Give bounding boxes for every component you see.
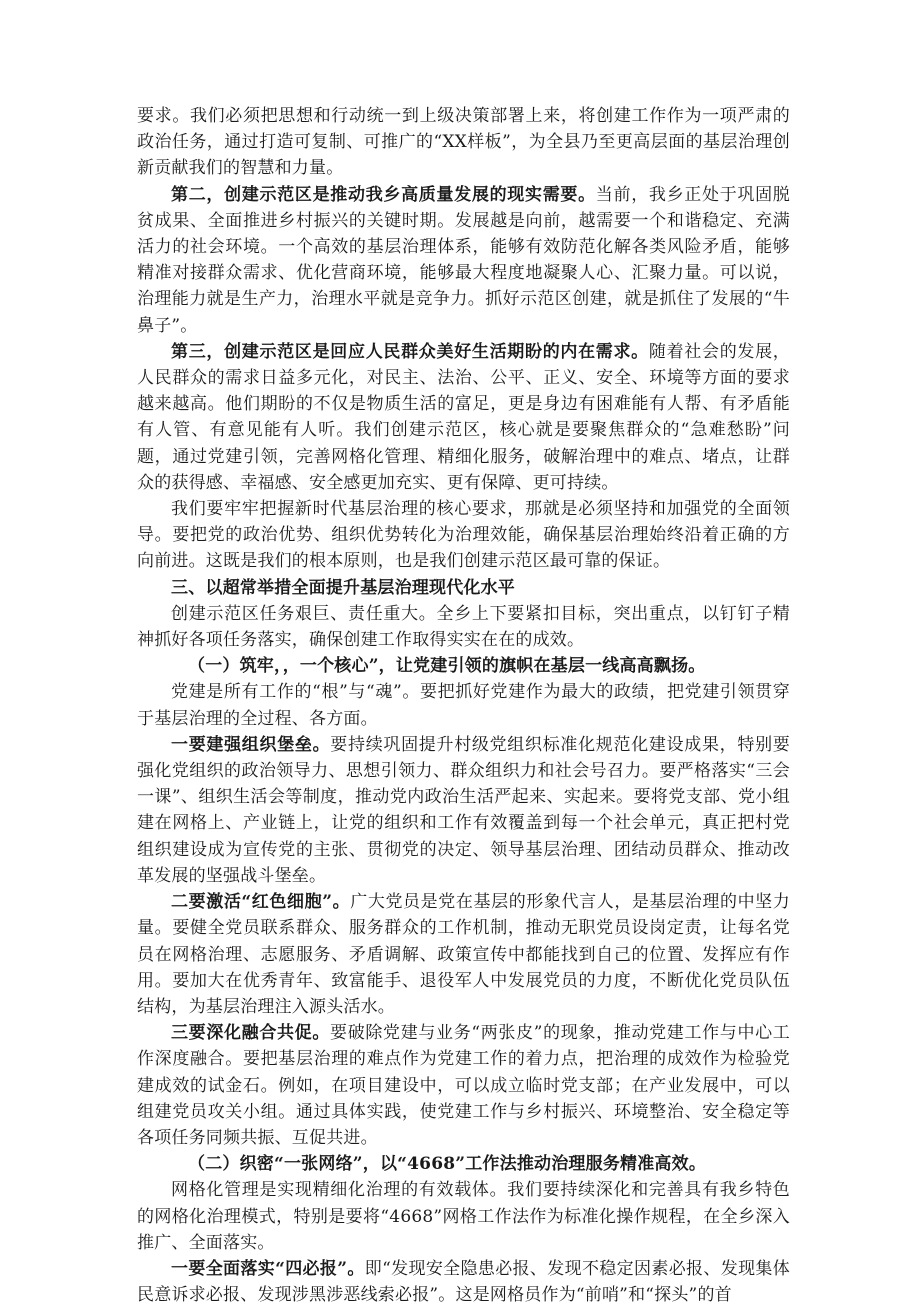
paragraph bbox=[137, 496, 790, 575]
paragraph-text: 党建是所有工作的“根”与“魂”。要把抓好党建作为最大的政绩，把党建引领贯穿于基层治理的全过程、各方面。 bbox=[137, 682, 790, 729]
paragraph bbox=[137, 103, 790, 182]
paragraph bbox=[137, 601, 790, 653]
subsection-heading-text: （二）织密“一张网络”，以“4668”工作法推动治理服务精准高效。 bbox=[188, 1154, 707, 1175]
paragraph-text: 网格化管理是实现精细化治理的有效载体。我们要持续深化和完善具有我乡特色的网格化治理模式，特别是要将“4668”网格工作法作为标准化操作规程，在全乡深入推广、全面落实。 bbox=[137, 1180, 790, 1253]
paragraph-lead: 二要激活“红色细胞”。 bbox=[171, 892, 351, 913]
paragraph bbox=[137, 339, 790, 496]
paragraph-text: 随着社会的发展，人民群众的需求日益多元化，对民主、法治、公平、正义、安全、环境等方面的要求越来越高。他们期盼的不仅是物质生活的富足，更是身边有困难能有人帮、有矛盾能有人管、有意见能有人听。我们创建示范区，核心就是要聚焦群众的“急难愁盼”问题，通过党建引领，完善网格化管理、精细化服务，破解治理中的难点、堵点，让群众的获得感、幸福感、安全感更加充实、更有保障、更可持续。 bbox=[137, 341, 790, 493]
paragraph bbox=[137, 889, 790, 1020]
paragraph-lead: 第二，创建示范区是推动我乡高质量发展的现实需要。 bbox=[171, 184, 596, 205]
paragraph bbox=[137, 1020, 790, 1151]
paragraph-text: 要持续巩固提升村级党组织标准化规范化建设成果，特别要强化党组织的政治领导力、思想引领力、群众组织力和社会号召力。要严格落实“三会一课”、组织生活会等制度，推动党内政治生活严起来、实起来。要将党支部、党小组建在网格上、产业链上，让党的组织和工作有效覆盖到每一个社会单元，真正把村党组织建设成为宣传党的主张、贯彻党的决定、领导基层治理、团结动员群众、推动改革发展的坚强战斗堡垒。 bbox=[137, 734, 790, 886]
subsection-heading-text: （一）筑牢，，一个核心”，让党建引领的旗帜在基层一线高高飘扬。 bbox=[188, 656, 706, 677]
paragraph-lead: 一要建强组织堡垒。 bbox=[171, 734, 331, 755]
paragraph-text: 当前，我乡正处于巩固脱贫成果、全面推进乡村振兴的关键时期。发展越是向前，越需要一个和谐稳定、充满活力的社会环境。一个高效的基层治理体系，能够有效防范化解各类风险矛盾，能够精准对接群众需求、优化营商环境，能够最大程度地凝聚人心、汇聚力量。可以说，治理能力就是生产力，治理水平就是竞争力。抓好示范区创建，就是抓住了发展的“牛鼻子”。 bbox=[137, 184, 790, 336]
paragraph-text: 即“发现安全隐患必报、发现不稳定因素必报、发现集体民意诉求必报、发现涉黑涉恶线索必报”。这是网格员作为“前哨”和“探头”的首 bbox=[137, 1258, 790, 1306]
paragraph-text: 要破除党建与业务“两张皮”的现象，推动党建工作与中心工作深度融合。要把基层治理的难点作为党建工作的着力点，把治理的成效作为检验党建成效的试金石。例如，在项目建设中，可以成立临时党支部；在产业发展中，可以组建党员攻关小组。通过具体实践，使党建工作与乡村振兴、环境整治、安全稳定等各项任务同频共振、互促共进。 bbox=[137, 1023, 790, 1148]
paragraph bbox=[137, 182, 790, 339]
subsection-heading bbox=[137, 653, 790, 679]
paragraph-text: 广大党员是党在基层的形象代言人，是基层治理的中坚力量。要健全党员联系群众、服务群众的工作机制，推动无职党员设岗定责，让每名党员在网格治理、志愿服务、矛盾调解、政策宣传中都能找到自己的位置、发挥应有作用。要加大在优秀青年、致富能手、退役军人中发展党员的力度，不断优化党员队伍结构，为基层治理注入源头活水。 bbox=[137, 892, 790, 1017]
section-heading bbox=[137, 575, 790, 601]
document-page bbox=[137, 103, 790, 1308]
paragraph-lead: 一要全面落实“四必报”。 bbox=[171, 1258, 365, 1279]
subsection-heading bbox=[137, 1151, 790, 1177]
paragraph-lead: 第三，创建示范区是回应人民群众美好生活期盼的内在需求。 bbox=[171, 341, 649, 362]
paragraph bbox=[137, 1177, 790, 1256]
paragraph-text: 要求。我们必须把思想和行动统一到上级决策部署上来，将创建工作作为一项严肃的政治任务，通过打造可复制、可推广的“XX样板”，为全县乃至更高层面的基层治理创新贡献我们的智慧和力量。 bbox=[137, 106, 790, 179]
paragraph bbox=[137, 732, 790, 889]
paragraph bbox=[137, 1256, 790, 1308]
paragraph bbox=[137, 679, 790, 731]
paragraph-lead: 三要深化融合共促。 bbox=[171, 1023, 331, 1044]
paragraph-text: 创建示范区任务艰巨、责任重大。全乡上下要紧扣目标，突出重点，以钉钉子精神抓好各项任务落实，确保创建工作取得实实在在的成效。 bbox=[137, 603, 790, 651]
section-heading-text: 三、以超常举措全面提升基层治理现代化水平 bbox=[171, 577, 515, 598]
paragraph-text: 我们要牢牢把握新时代基层治理的核心要求，那就是必须坚持和加强党的全面领导。要把党的政治优势、组织优势转化为治理效能，确保基层治理始终沿着正确的方向前进。这既是我们的根本原则，也是我们创建示范区最可靠的保证。 bbox=[137, 499, 790, 572]
